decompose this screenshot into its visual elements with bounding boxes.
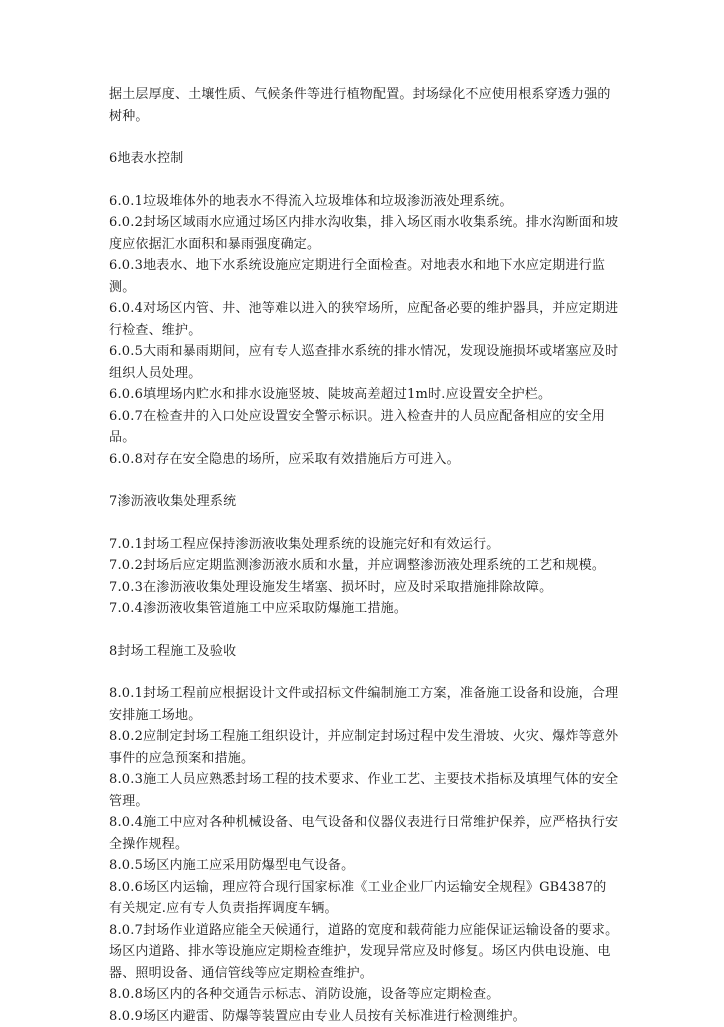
section-heading: 6地表水控制 <box>109 148 619 170</box>
section-heading: 8封场工程施工及验收 <box>109 641 619 663</box>
spacer <box>109 170 619 191</box>
clause-item: 6.0.5大雨和暴雨期间，应有专人巡查排水系统的排水情况，发现设施损坏或堵塞应及时组织人员处理。 <box>109 341 619 384</box>
spacer <box>109 513 619 534</box>
clause-item: 7.0.1封场工程应保持渗沥液收集处理系统的设施完好和有效运行。 <box>109 534 619 556</box>
document-body <box>109 84 619 1027</box>
clause-item: 6.0.3地表水、地下水系统设施应定期进行全面检查。对地表水和地下水应定期进行监测。 <box>109 255 619 298</box>
intro-paragraph: 据土层厚度、土壤性质、气候条件等进行植物配置。封场绿化不应使用根系穿透力强的树种。 <box>109 84 619 127</box>
clause-item: 8.0.6场区内运输，理应符合现行国家标准《工业企业厂内运输安全规程》GB4387的有关规定.应有专人负责指挥调度车辆。 <box>109 877 619 920</box>
spacer <box>109 620 619 641</box>
clause-item: 6.0.6填埋场内贮水和排水设施竖坡、陡坡高差超过1m时.应设置安全护栏。 <box>109 384 619 406</box>
clause-item: 8.0.4施工中应对各种机械设备、电气设备和仪器仪表进行日常维护保养，应严格执行安全操作规程。 <box>109 812 619 855</box>
clause-item: 6.0.7在检查井的入口处应设置安全警示标识。进入检查井的人员应配备相应的安全用品。 <box>109 406 619 449</box>
spacer <box>109 662 619 683</box>
clause-item: 6.0.2封场区域雨水应通过场区内排水沟收集，排入场区雨水收集系统。排水沟断面和坡度应依据汇水面积和暴雨强度确定。 <box>109 212 619 255</box>
clause-item: 6.0.4对场区内管、井、池等难以进入的狭窄场所，应配备必要的维护器具，并应定期进行检查、维护。 <box>109 298 619 341</box>
clause-item: 8.0.3施工人员应熟悉封场工程的技术要求、作业工艺、主要技术指标及填埋气体的安全管理。 <box>109 769 619 812</box>
section-heading: 7渗沥液收集处理系统 <box>109 491 619 513</box>
clause-item: 7.0.2封场后应定期监测渗沥液水质和水量，并应调整渗沥液处理系统的工艺和规模。 <box>109 555 619 577</box>
spacer <box>109 470 619 491</box>
clause-item: 8.0.7封场作业道路应能全天候通行，道路的宽度和载荷能力应能保证运输设备的要求。场区内道路、排水等设施应定期检查维护，发现异常应及时修复。场区内供电设施、电器、照明设备、通信管线等应定期检查维护。 <box>109 920 619 985</box>
clause-item: 8.0.9场区内避雷、防爆等装置应由专业人员按有关标准进行检测维护。 <box>109 1006 619 1027</box>
clause-item: 6.0.1垃圾堆体外的地表水不得流入垃圾堆体和垃圾渗沥液处理系统。 <box>109 191 619 213</box>
clause-item: 8.0.8场区内的各种交通告示标志、消防设施，设备等应定期检查。 <box>109 984 619 1006</box>
clause-item: 8.0.2应制定封场工程施工组织设计，并应制定封场过程中发生滑坡、火灾、爆炸等意外事件的应急预案和措施。 <box>109 726 619 769</box>
spacer <box>109 127 619 148</box>
clause-item: 7.0.3在渗沥液收集处理设施发生堵塞、损坏时，应及时采取措施排除故障。 <box>109 577 619 599</box>
clause-item: 8.0.5场区内施工应采用防爆型电气设备。 <box>109 855 619 877</box>
clause-item: 7.0.4渗沥液收集管道施工中应采取防爆施工措施。 <box>109 598 619 620</box>
clause-item: 8.0.1封场工程前应根据设计文件或招标文件编制施工方案，准备施工设备和设施，合理安排施工场地。 <box>109 683 619 726</box>
clause-item: 6.0.8对存在安全隐患的场所，应采取有效措施后方可进入。 <box>109 449 619 471</box>
